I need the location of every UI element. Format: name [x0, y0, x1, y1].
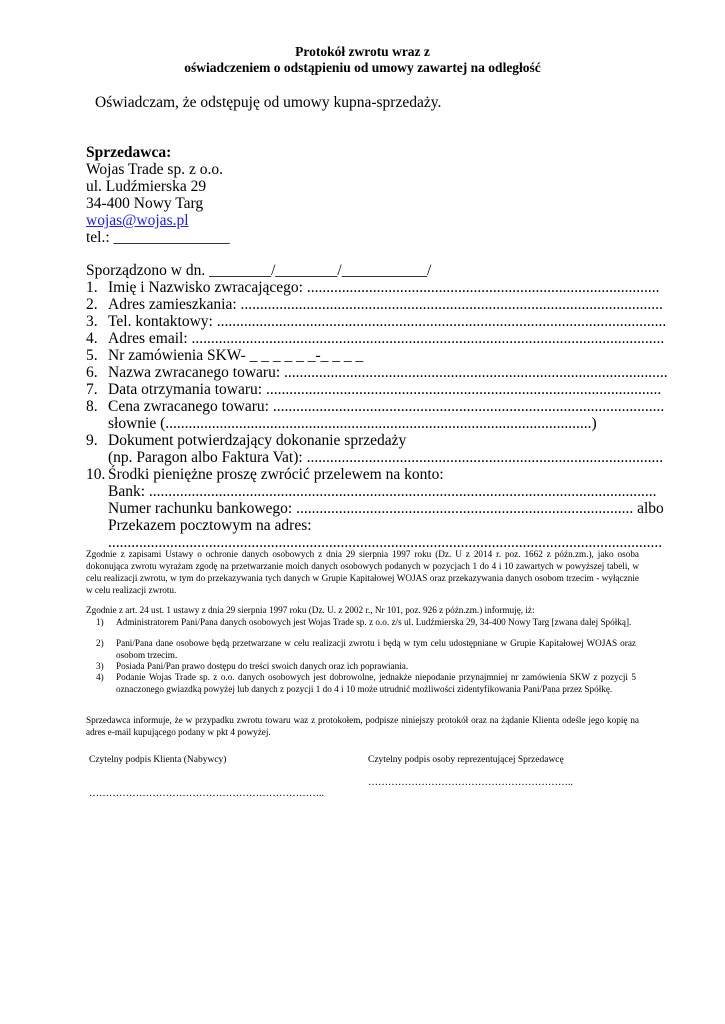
point-text: Posiada Pani/Pan prawo dostępu do treści swoich danych oraz ich poprawiania.: [116, 661, 409, 671]
bank-line: Bank: ...................................................................................................................................: [108, 483, 657, 500]
receipt-type-line: (np. Paragon albo Faktura Vat): ............................................................................................: [108, 449, 664, 466]
point-number: 4): [96, 672, 104, 682]
item-text: Adres email: ..........................................................................................................................: [108, 330, 665, 347]
seller-signature-line: ……………………………………………………..: [368, 777, 573, 788]
item-text: Tel. kontaktowy: ....................................................................................................................: [108, 313, 667, 330]
consent-paragraph: Zgodnie z zapisami Ustawy o ochronie danych osobowych z dnia 29 sierpnia 1997 roku (Dz. U z 2014 r. poz. 1662 z późn.zm.), jako osoba dokonująca zwrotu wyrażam zgodę na przetwarzanie moich danych osobowych podanych w pozycjach 1 do 4 i 10 zawartych w powyższej tabeli, w celu realizacji zwrotu, w tym do przekazywania tych danych w Grupie Kapitałowej WOJAS oraz przekazywania danych osobom trzecim - wyłącznie w celu realizacji zwrotu.: [86, 549, 639, 595]
item-text: Adres zamieszkania: .............................................................................................................: [108, 296, 663, 313]
point-number: 3): [96, 661, 104, 671]
client-signature-line: ……………………………………………………………..: [89, 788, 324, 799]
item-number: 3.: [86, 313, 98, 330]
seller-phone: tel.: _______________: [86, 229, 230, 246]
point-text: Podanie Wojas Trade sp. z o.o. danych osobowych jest dobrowolne, jednakże niepodanie przynajmniej nr zamówienia SKW z pozycji 5 oznaczonego gwiazdką powyżej lub danych z pozycji 1 do 4 i 10 może utrudnić możliwości zidentyfikowania Pani/Pana przez Spółkę.: [116, 672, 636, 694]
seller-heading: Sprzedawca:: [86, 144, 172, 161]
seller-street: ul. Ludźmierska 29: [86, 178, 207, 195]
form-item: [86, 330, 664, 347]
postal-address-line: ...............................................................................................................................................: [108, 534, 663, 551]
item-text: Środki pieniężne proszę zwrócić przelewem na konto:: [108, 466, 444, 483]
postal-label: Przekazem pocztowym na adres:: [108, 517, 312, 534]
seller-signature-label: Czytelny podpis osoby reprezentującej Sprzedawcę: [368, 755, 564, 765]
form-item: [86, 381, 661, 398]
form-item: [86, 313, 666, 330]
point-number: 1): [96, 617, 104, 627]
withdrawal-statement: Oświadczam, że odstępuję od umowy kupna-sprzedaży.: [95, 94, 442, 111]
item-number: 5.: [86, 347, 98, 364]
item-number: 6.: [86, 364, 98, 381]
title-line-1: Protokół zwrotu wraz z: [295, 44, 430, 59]
form-item: [86, 279, 659, 296]
item-number: 1.: [86, 279, 98, 296]
point-text: Pani/Pana dane osobowe będą przetwarzane w celu realizacji zwrotu i będą w tym celu udostępniane w Grupie Kapitałowej WOJAS oraz osobom trzecim.: [116, 638, 636, 660]
date-line: Sporządzono w dn. ________/________/___________/: [86, 262, 432, 279]
item-number: 8.: [86, 398, 98, 415]
form-item: [86, 296, 663, 313]
item-number: 7.: [86, 381, 98, 398]
item-text: Dokument potwierdzający dokonanie sprzedaży: [108, 432, 407, 449]
item-text: Data otrzymania towaru: ......................................................................................................: [108, 381, 662, 398]
seller-city: 34-400 Nowy Targ: [86, 195, 204, 212]
client-signature-label: Czytelny podpis Klienta (Nabywcy): [89, 755, 227, 765]
info-point: [96, 616, 639, 628]
form-item: [86, 398, 664, 415]
info-point: [96, 637, 639, 661]
item-text: Imię i Nazwisko zwracającego: ...........................................................................................: [108, 279, 660, 296]
form-item: [86, 347, 363, 364]
seller-email-link[interactable]: wojas@wojas.pl: [86, 212, 189, 229]
point-text: Administratorem Pani/Pana danych osobowych jest Wojas Trade sp. z o.o. z/s ul. Ludźmierska 29, 34-400 Nowy Targ [zwana dalej Spółką].: [116, 617, 632, 627]
point-number: 2): [96, 638, 104, 648]
account-line: Numer rachunku bankowego: ....................................................................................... albo: [108, 500, 664, 517]
closing-paragraph: Sprzedawca informuje, że w przypadku zwrotu towaru waz z protokołem, podpisze niniejszy protokół oraz na żądanie Klienta odeśle jego kopię na adres e-mail kupującego podany w pkt 4 powyżej.: [86, 715, 639, 737]
form-item: [86, 364, 668, 381]
item-number: 2.: [86, 296, 98, 313]
info-point: [96, 671, 639, 695]
item-text: Cena zwracanego towaru: .....................................................................................................: [108, 398, 665, 415]
item-number: 4.: [86, 330, 98, 347]
seller-name: Wojas Trade sp. z o.o.: [86, 161, 223, 178]
form-item: [86, 432, 406, 449]
form-item: [86, 466, 444, 483]
price-in-words: słownie (..............................................................................................................): [108, 415, 597, 432]
item-number: 10.: [86, 466, 106, 483]
item-text: Nazwa zwracanego towaru: ...................................................................................................: [108, 364, 668, 381]
item-number: 9.: [86, 432, 98, 449]
info-intro: Zgodnie z art. 24 ust. 1 ustawy z dnia 29 sierpnia 1997 roku (Dz. U. z 2002 r., Nr 101, poz. 926 z późn.zm.) informuję, iż:: [86, 605, 535, 615]
item-text: Nr zamówienia SKW- _ _ _ _ _ _-_ _ _ _: [108, 347, 364, 364]
title-line-2: oświadczeniem o odstąpieniu od umowy zawartej na odległość: [184, 60, 541, 75]
